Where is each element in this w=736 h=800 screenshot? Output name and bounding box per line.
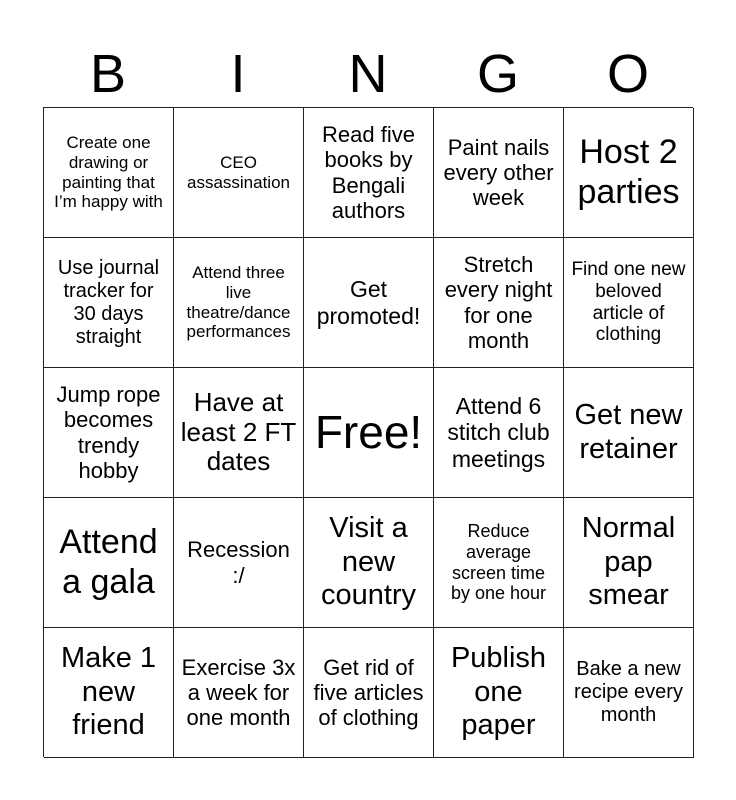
header-letter-n: N	[348, 44, 388, 104]
cell-text: Stretch every night for one month	[444, 251, 553, 353]
cell-text: Get promoted!	[316, 276, 421, 329]
cell-text: Normal pap smear	[581, 512, 676, 612]
cell-text: Create one drawing or painting that I’m happy with	[54, 133, 163, 212]
cell-text: CEO assassination	[186, 152, 290, 192]
bingo-cell-1-4[interactable]	[434, 108, 564, 238]
bingo-cell-4-3[interactable]	[304, 498, 434, 628]
cell-text: Find one new beloved article of clothing	[571, 258, 686, 346]
cell-text: Reduce average screen time by one hour	[450, 521, 547, 604]
bingo-cell-4-4[interactable]	[434, 498, 564, 628]
bingo-cell-4-5[interactable]	[564, 498, 694, 628]
header-letter-b: B	[89, 44, 127, 104]
cell-text: Paint nails every other week	[443, 134, 554, 211]
bingo-grid	[43, 107, 693, 757]
bingo-cell-3-1[interactable]	[44, 368, 174, 498]
bingo-cell-5-4[interactable]	[434, 628, 564, 758]
cell-text: Exercise 3x a week for one month	[181, 654, 296, 731]
bingo-header	[43, 40, 693, 108]
header-letter-o: O	[606, 44, 649, 104]
bingo-cell-2-3[interactable]	[304, 238, 434, 368]
bingo-cell-4-2[interactable]	[174, 498, 304, 628]
header-letter-i: I	[230, 44, 246, 104]
cell-text: Bake a new recipe every month	[574, 658, 683, 726]
bingo-cell-1-3[interactable]	[304, 108, 434, 238]
cell-text: Make 1 new friend	[60, 642, 157, 742]
cell-text: Get rid of five articles of clothing	[313, 654, 424, 731]
bingo-cell-2-4[interactable]	[434, 238, 564, 368]
bingo-cell-3-3[interactable]	[304, 368, 434, 498]
cell-text: Visit a new country	[320, 512, 417, 612]
cell-text: Use journal tracker for 30 days straight	[57, 256, 160, 348]
cell-text: Get new retainer	[574, 399, 683, 465]
bingo-cell-1-2[interactable]	[174, 108, 304, 238]
cell-text: Attend a gala	[59, 523, 158, 601]
cell-text: Jump rope becomes trendy hobby	[56, 381, 161, 483]
bingo-cell-5-3[interactable]	[304, 628, 434, 758]
cell-text: Recession :/	[187, 537, 290, 588]
bingo-cell-3-2[interactable]	[174, 368, 304, 498]
bingo-cell-5-2[interactable]	[174, 628, 304, 758]
bingo-cell-2-1[interactable]	[44, 238, 174, 368]
free-space-text: Free!	[314, 406, 423, 459]
cell-text: Publish one paper	[450, 642, 547, 742]
bingo-cell-5-5[interactable]	[564, 628, 694, 758]
cell-text: Read five books by Bengali authors	[322, 121, 415, 223]
cell-text: Host 2 parties	[577, 133, 680, 211]
bingo-cell-4-1[interactable]	[44, 498, 174, 628]
bingo-cell-5-1[interactable]	[44, 628, 174, 758]
bingo-cell-2-5[interactable]	[564, 238, 694, 368]
bingo-cell-3-5[interactable]	[564, 368, 694, 498]
cell-text: Attend 6 stitch club meetings	[447, 392, 550, 472]
bingo-cell-3-4[interactable]	[434, 368, 564, 498]
header-letter-g: G	[476, 44, 519, 104]
cell-text: Attend three live theatre/dance performances	[186, 263, 291, 342]
bingo-cell-2-2[interactable]	[174, 238, 304, 368]
cell-text: Have at least 2 FT dates	[180, 386, 297, 477]
bingo-cell-1-1[interactable]	[44, 108, 174, 238]
bingo-cell-1-5[interactable]	[564, 108, 694, 238]
